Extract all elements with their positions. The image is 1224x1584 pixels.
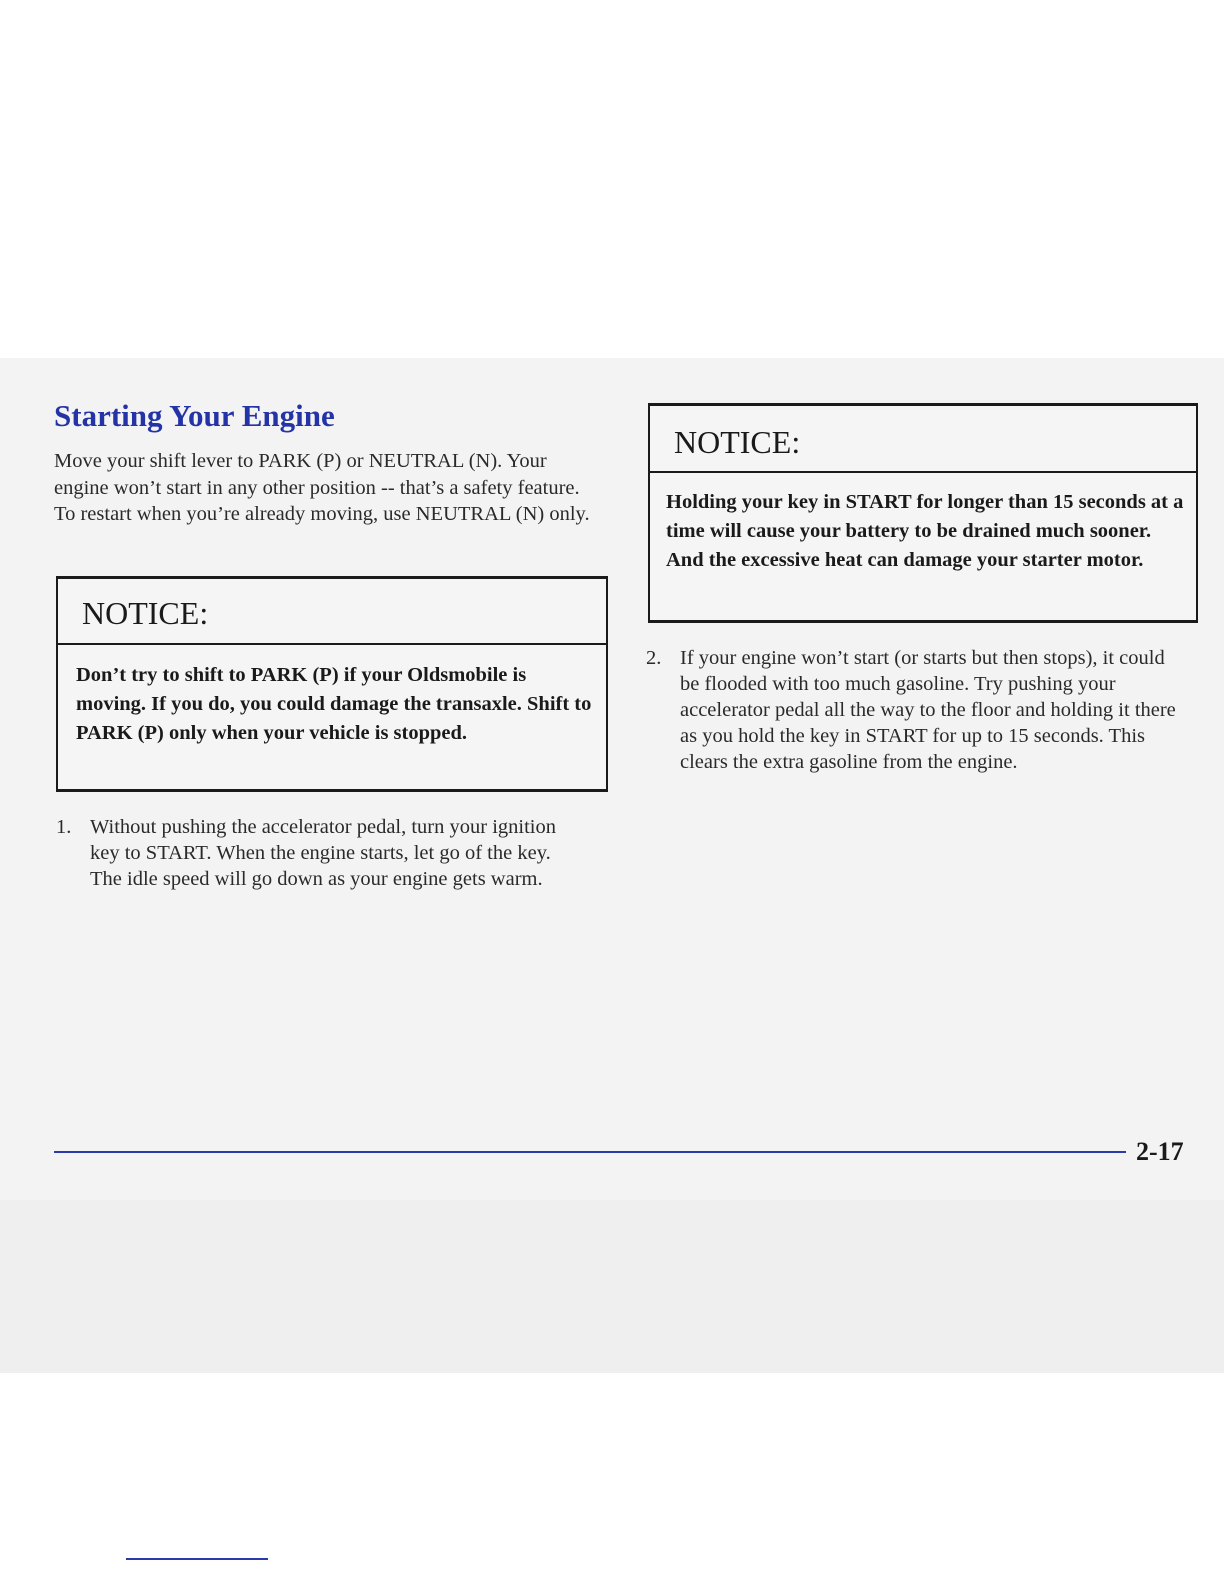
- bottom-rule-mark: [126, 1558, 268, 1560]
- notice-box-key: [648, 403, 1198, 623]
- step-number: 1.: [56, 816, 72, 838]
- page-number: 2-17: [1136, 1137, 1184, 1166]
- step-item: [646, 645, 1182, 775]
- page-background-lower: [0, 1200, 1224, 1373]
- step-number: 2.: [646, 647, 662, 669]
- notice-heading: NOTICE:: [58, 579, 606, 645]
- notice-heading: NOTICE:: [650, 406, 1196, 473]
- section-title: Starting Your Engine: [54, 398, 335, 433]
- notice-body: Don’t try to shift to PARK (P) if your Oldsmobile is moving. If you do, you could damage the transaxle. Shift to PARK (P) only when your vehicle is stopped.: [76, 664, 592, 744]
- step-item: [56, 814, 586, 892]
- footer-rule: [54, 1151, 1126, 1153]
- step-text: Without pushing the accelerator pedal, turn your ignition key to START. When the engine starts, let go of the key. The idle speed will go down as your engine gets warm.: [90, 816, 556, 890]
- step-text: If your engine won’t start (or starts but then stops), it could be flooded with too much gasoline. Try pushing your accelerator pedal all the way to the floor and holding it there as you hold the key in START for up to 15 seconds. This clears the extra gasoline from the engine.: [680, 647, 1176, 773]
- notice-box-shift: [56, 576, 608, 792]
- intro-paragraph: Move your shift lever to PARK (P) or NEUTRAL (N). Your engine won’t start in any other position -- that’s a safety feature. To restart when you’re already moving, use NEUTRAL (N) only.: [54, 450, 590, 525]
- notice-body: Holding your key in START for longer than 15 seconds at a time will cause your battery to be drained much sooner. And the excessive heat can damage your starter motor.: [666, 491, 1184, 571]
